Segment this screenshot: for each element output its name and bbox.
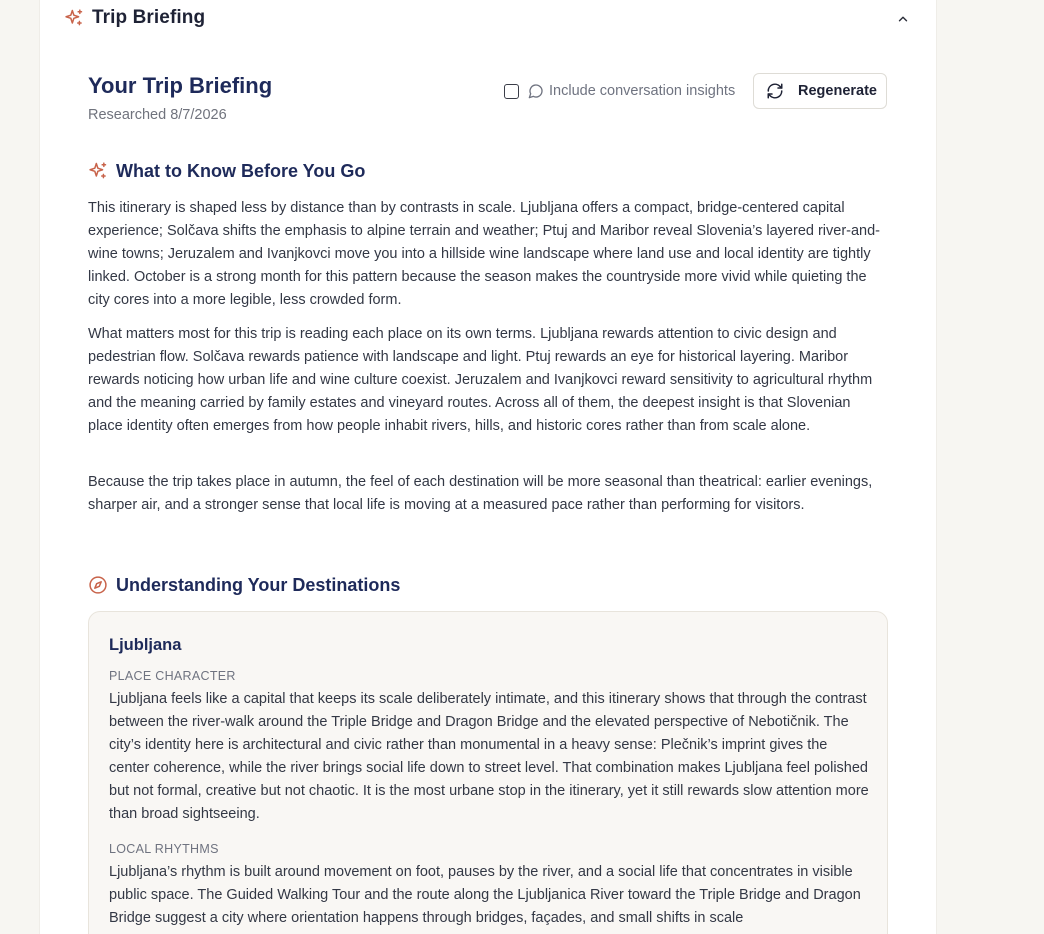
researched-date: Researched 8/7/2026 [88, 107, 227, 123]
place-character-label: PLACE CHARACTER [109, 669, 236, 683]
know-paragraph: Because the trip takes place in autumn, the feel of each destination will be more seasonal than theatrical: earlier evenings, sharper air, and a stronger sense that local life is moving at a measured pace rather than performing for visitors. [88, 474, 873, 513]
know-section-title: What to Know Before You Go [116, 160, 366, 181]
trip-briefing-panel [40, 0, 936, 934]
refresh-icon [766, 82, 784, 100]
briefing-title: Your Trip Briefing [88, 73, 273, 98]
know-paragraph: This itinerary is shaped less by distance than by contrasts in scale. Ljubljana offers a compact, bridge-centered capital experience; Solčava shifts the emphasis to alpine terrain and weather; Ptuj and Maribor reveal Slovenia’s layered river-and-wine towns; Jeruzalem and Ivanjkovci move you into a hillside wine landscape where land use and local identity are tightly linked. October is a strong month for this pattern because the season makes the countryside more vivid while quieting the city cores into a more legible, less crowded form. [88, 200, 881, 308]
destination-card [88, 611, 888, 934]
know-section-heading [88, 159, 365, 183]
know-paragraph: What matters most for this trip is reading each place on its own terms. Ljubljana rewards attention to civic design and pedestrian flow. Solčava rewards patience with landscape and light. Ptuj rewards an eye for historical layering. Maribor rewards noticing how urban life and wine culture coexist. Jeruzalem and Ivanjkovci reward sensitivity to agricultural rhythm and the meaning carried by family estates and vineyard routes. Across all of them, the deepest insight is that Slovenian place identity often emerges from how people inhabit rivers, hills, and historic cores rather than from scale alone. [88, 326, 873, 434]
regenerate-button[interactable] [753, 73, 887, 109]
destinations-section-title: Understanding Your Destinations [116, 574, 401, 595]
local-rhythms-text: Ljubljana’s rhythm is built around movement on foot, pauses by the river, and a social life that concentrates in visible public space. The Guided Walking Tour and the route along the Ljubljanica River toward the Triple Bridge and Dragon Bridge suggest a city where orientation happens through bridges, façades, and small shifts in scale [109, 864, 861, 926]
insights-label: Include conversation insights [549, 83, 736, 99]
insights-checkbox[interactable] [504, 84, 519, 99]
regenerate-label: Regenerate [798, 83, 877, 99]
chevron-up-icon [896, 12, 910, 26]
panel-title: Trip Briefing [92, 7, 206, 28]
sparkles-icon [88, 161, 108, 181]
compass-icon [88, 575, 108, 595]
chat-bubble-icon [528, 83, 544, 99]
insights-toggle[interactable] [504, 81, 735, 101]
destinations-section-heading [88, 573, 400, 597]
destination-name: Ljubljana [109, 636, 182, 654]
sparkles-icon [64, 8, 84, 28]
place-character-text: Ljubljana feels like a capital that keeps its scale deliberately intimate, and this itinerary shows that through the contrast between the river-walk around the Triple Bridge and Dragon Bridge and the elevated perspective of Nebotičnik. The city’s identity here is architectural and civic rather than monumental in a heavy sense: Plečnik’s imprint gives the center coherence, while the river brings social life down to street level. That combination makes Ljubljana feel polished but not formal, creative but not chaotic. It is the most urbane stop in the itinerary, yet it still rewards slow attention more than broad sightseeing. [109, 691, 869, 822]
panel-header[interactable] [40, 0, 936, 38]
collapse-button[interactable] [892, 8, 914, 30]
local-rhythms-label: LOCAL RHYTHMS [109, 842, 219, 856]
